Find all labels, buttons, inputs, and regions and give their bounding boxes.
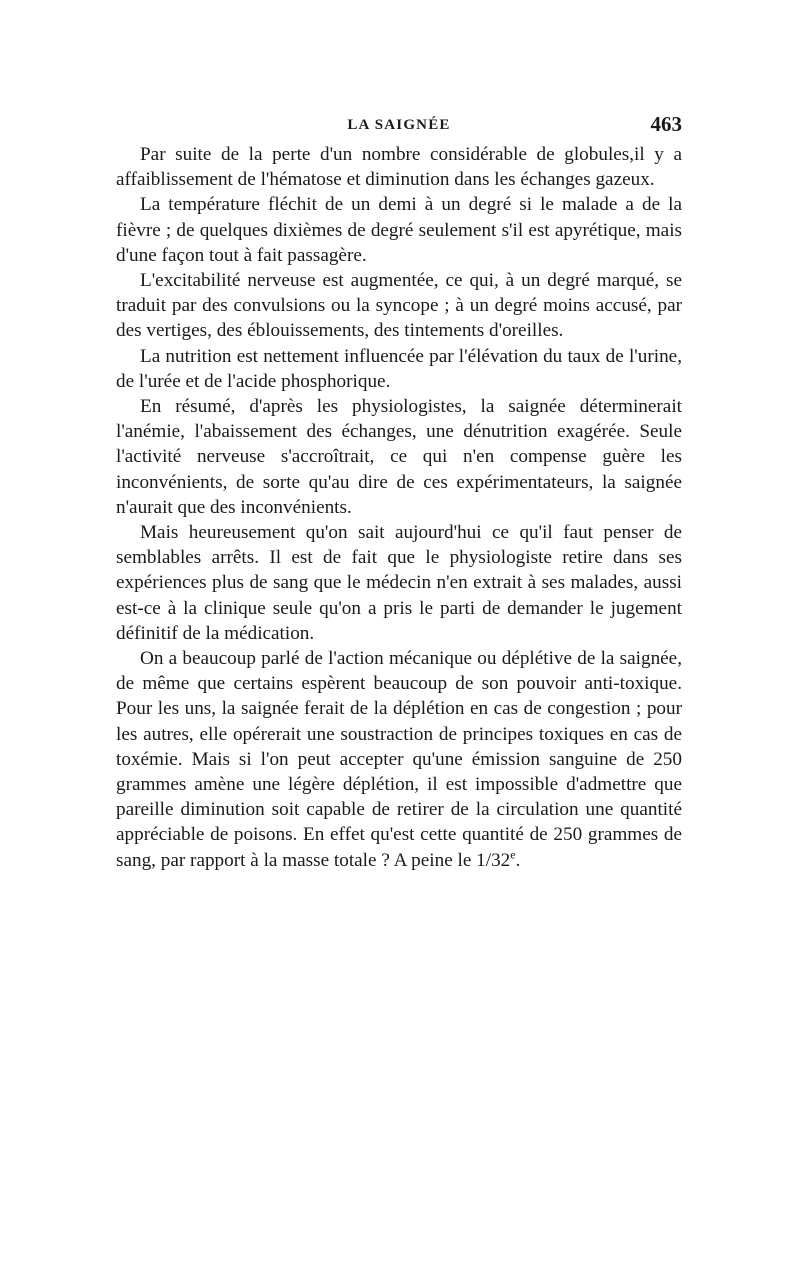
paragraph-mechanical-action <box>116 646 682 873</box>
paragraph-mechanical-action-text: On a beaucoup parlé de l'action mécanique ou déplétive de la saignée, de même que certains espèrent beaucoup de son pouvoir anti-toxique. Pour les uns, la saignée ferait de la déplétion en cas de congestion ; pour les autres, elle opérerait une soustraction de principes toxiques en cas de toxémie. Mais si l'on peut accepter qu'une émission sanguine de 250 grammes amène une légère déplétion, il est impossible d'admettre que pareille diminution soit capable de retirer de la circulation une quantité appréciable de poisons. En effet qu'est cette quantité de 250 grammes de sang, par rapport à la masse totale ? A peine le 1/32 <box>116 648 682 871</box>
paragraph-clinical-judgement: Mais heureusement qu'on sait aujourd'hui ce qu'il faut penser de semblables arrêts. Il est de fait que le physiologiste retire dans ses expériences plus de sang que le médecin n'en extrait à ses malades, aussi est-ce à la clinique seule qu'on a pris le parti de demander le jugement définitif de la médication. <box>116 522 682 644</box>
page-number: 463 <box>650 112 682 136</box>
paragraph-blood-loss: Par suite de la perte d'un nombre considérable de globules,il y a affaiblissement de l'hématose et diminution dans les échanges gazeux. <box>116 144 682 191</box>
paragraph-nutrition: La nutrition est nettement influencée par l'élévation du taux de l'urine, de l'urée et de l'acide phosphorique. <box>116 345 682 392</box>
book-page <box>116 112 682 873</box>
body-text <box>116 142 682 873</box>
paragraph-excitability: L'excitabilité nerveuse est augmentée, ce qui, à un degré marqué, se traduit par des convulsions ou la syncope ; à un degré moins accusé, par des vertiges, des éblouissements, des tintements d'oreilles. <box>116 270 682 342</box>
ordinal-superscript: e <box>510 847 516 862</box>
final-period: . <box>515 849 521 871</box>
paragraph-summary: En résumé, d'après les physiologistes, la saignée déterminerait l'anémie, l'abaissement des échanges, une dénutrition exagérée. Seule l'activité nerveuse s'accroîtrait, ce qui n'en compense guère les inconvénients, de sorte qu'au dire de ces expérimentateurs, la saignée n'aurait que des inconvénients. <box>116 396 682 518</box>
paragraph-temperature: La température fléchit de un demi à un degré si le malade a de la fièvre ; de quelques dixièmes de degré seulement s'il est apyrétique, mais d'une façon tout à fait passagère. <box>116 194 682 266</box>
running-header <box>116 112 682 138</box>
running-title: LA SAIGNÉE <box>347 117 451 133</box>
